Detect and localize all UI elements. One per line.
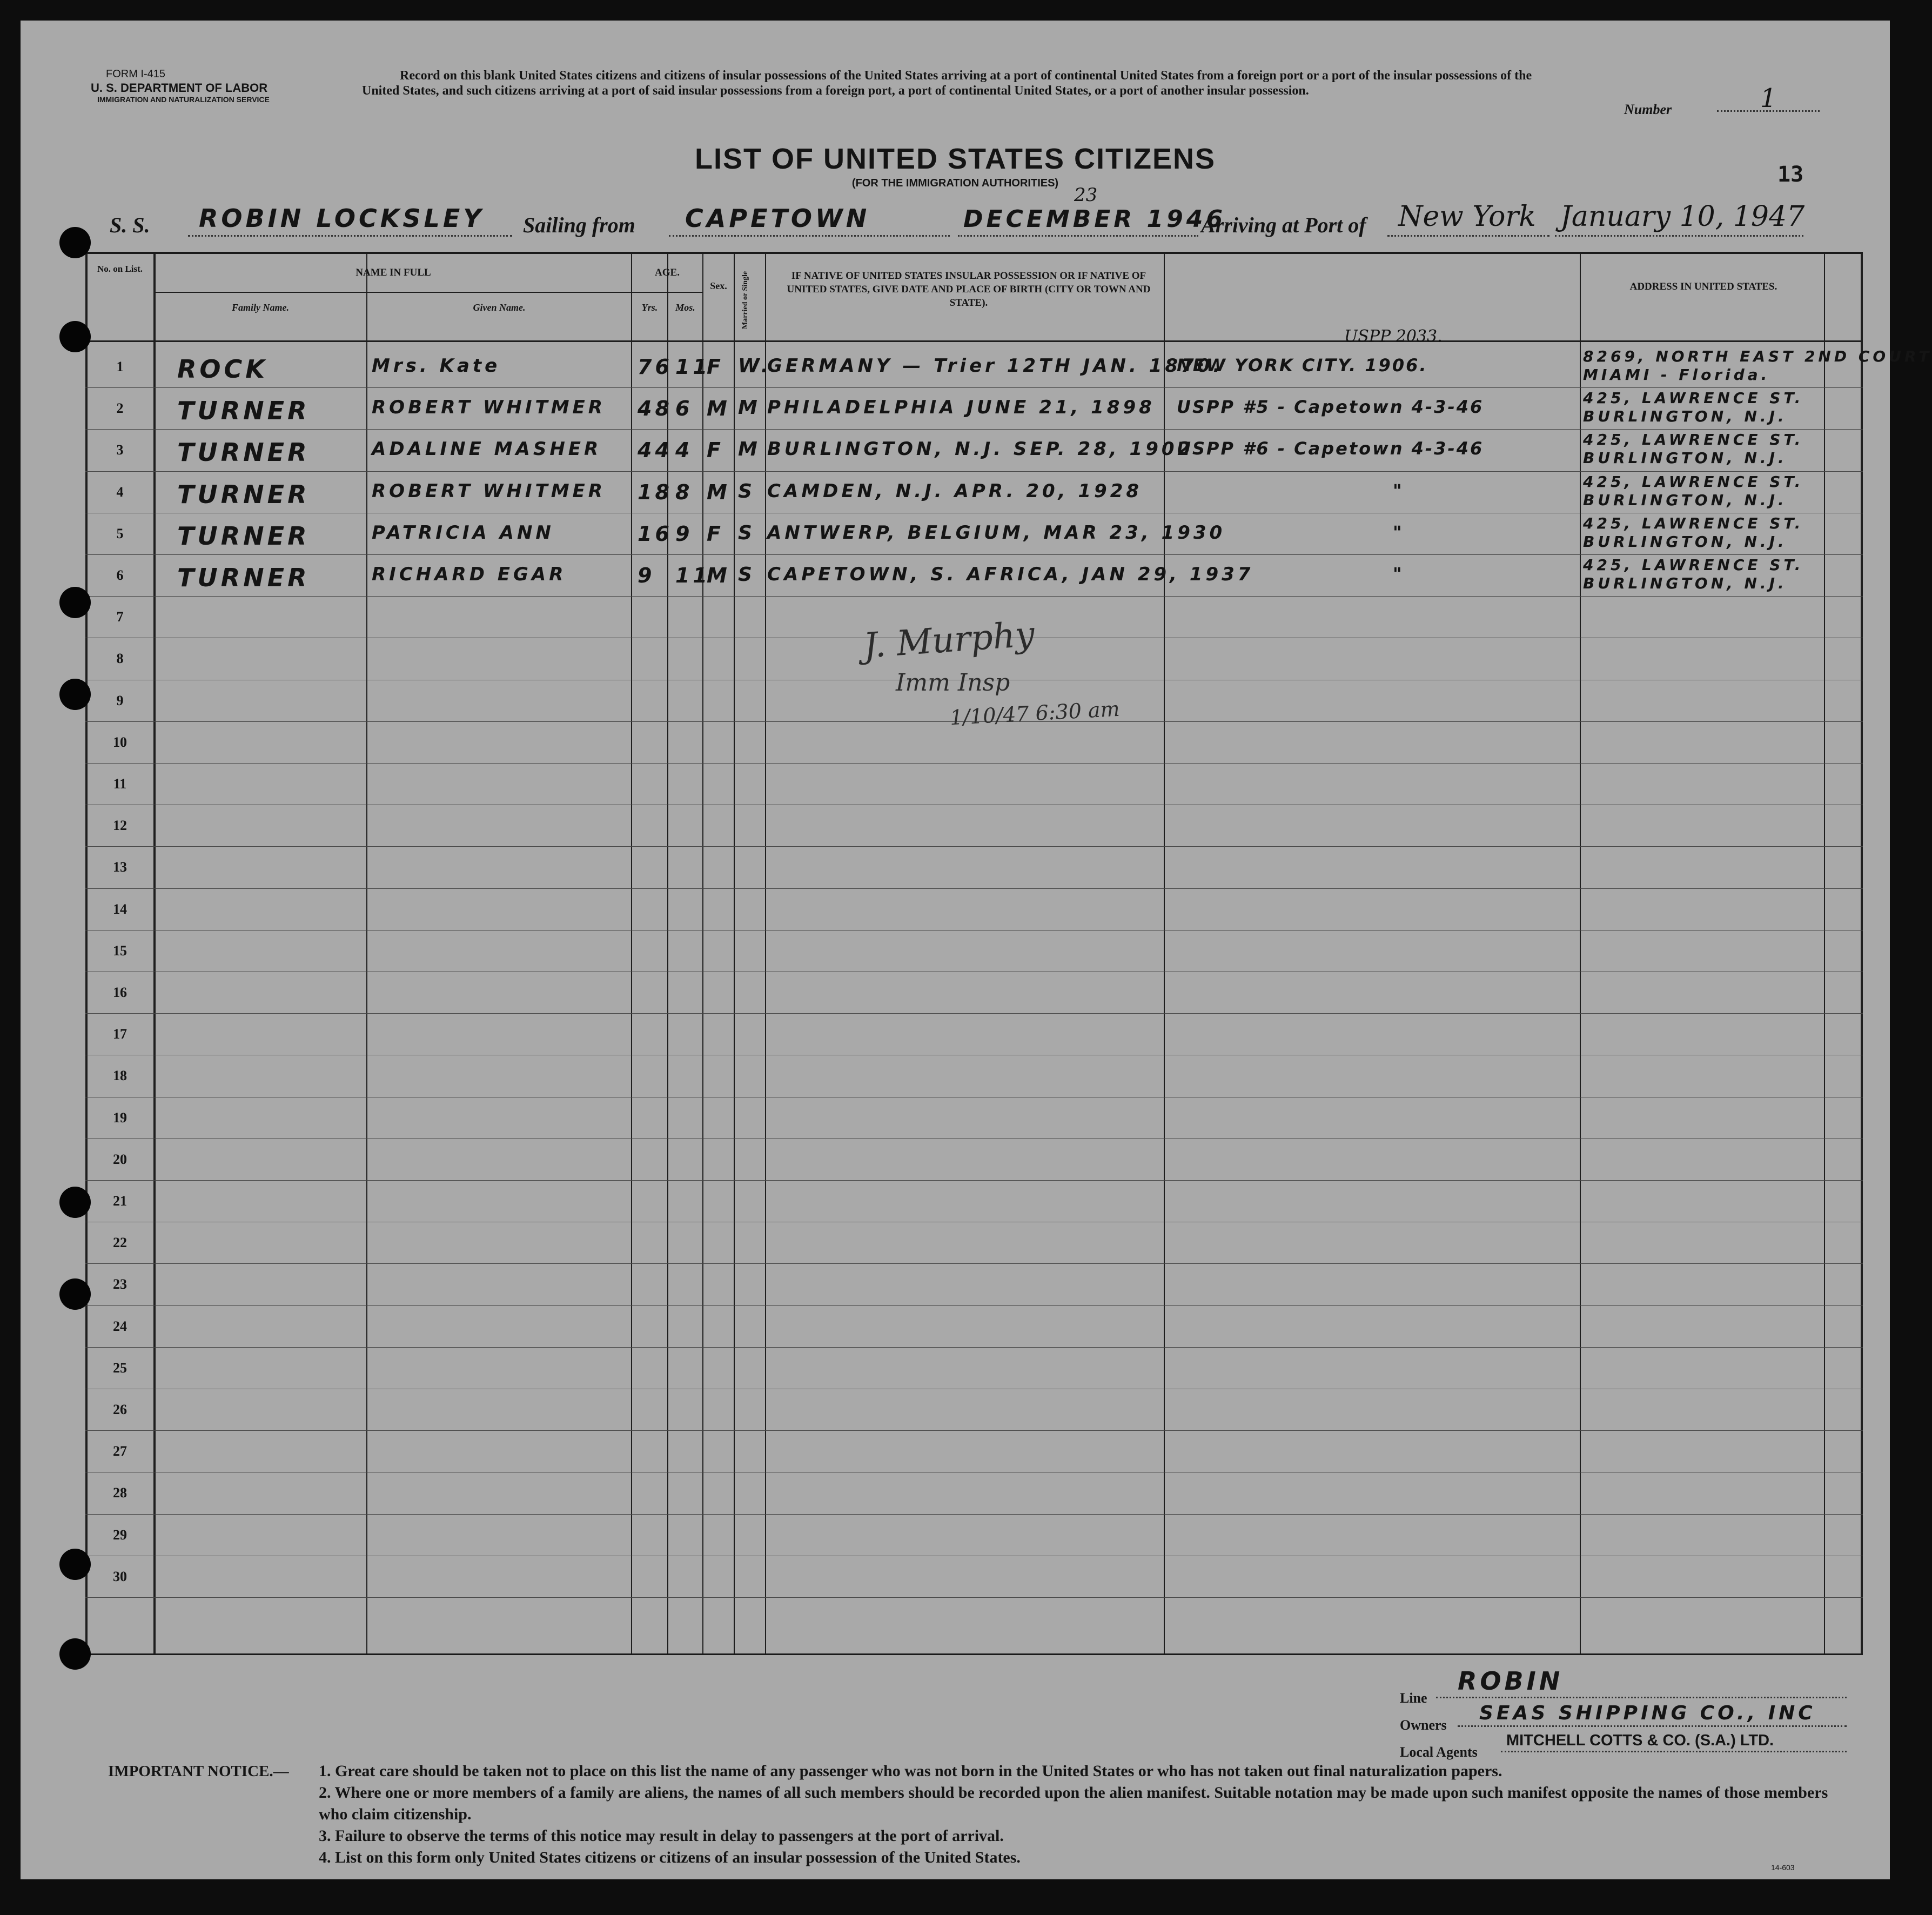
owners-value: SEAS SHIPPING CO., INC (1479, 1702, 1816, 1724)
given-name-cell: Mrs. Kate (372, 355, 501, 377)
address-line1-cell: 425, LAWRENCE ST. (1583, 431, 1804, 449)
row-number: 24 (113, 1318, 127, 1334)
sex-cell: F (707, 355, 724, 379)
row-rule (85, 1514, 1863, 1515)
age-months-cell: 4 (675, 438, 693, 463)
row-number: 23 (113, 1276, 127, 1293)
sex-cell: M (707, 564, 730, 587)
address-line2-cell: MIAMI - Florida. (1583, 366, 1770, 384)
sailing-date: DECEMBER 1946 (963, 205, 1226, 233)
naturalization-cell: " (1393, 521, 1404, 543)
service-name: IMMIGRATION AND NATURALIZATION SERVICE (97, 95, 270, 104)
given-name-cell: PATRICIA ANN (372, 521, 554, 544)
header-years: Yrs. (641, 302, 658, 313)
column-rule (1824, 254, 1825, 1653)
row-number: 2 (116, 400, 124, 417)
punch-hole (59, 1549, 91, 1580)
row-number: 16 (113, 985, 127, 1000)
address-line1-cell: 425, LAWRENCE ST. (1583, 389, 1804, 407)
given-name-cell: ADALINE MASHER (372, 438, 602, 460)
owners-field (1458, 1704, 1847, 1727)
naturalization-cell: " (1393, 564, 1404, 584)
age-years-cell: 16 (638, 521, 673, 546)
marital-status-cell: W. (738, 355, 772, 377)
age-years-cell: 48 (638, 397, 673, 421)
row-number: 5 (116, 525, 124, 541)
agents-field (1501, 1729, 1847, 1752)
address-line2-cell: BURLINGTON, N.J. (1583, 491, 1787, 509)
row-rule (85, 1597, 1863, 1598)
row-rule (85, 596, 1863, 597)
sex-cell: F (707, 521, 724, 546)
agents-value: MITCHELL COTTS & CO. (S.A.) LTD. (1506, 1732, 1774, 1749)
header-name-in-full: NAME IN FULL (355, 267, 431, 278)
ship-name: ROBIN LOCKSLEY (199, 204, 485, 233)
column-rule (366, 254, 367, 1653)
row-number: 9 (116, 692, 124, 708)
age-years-cell: 44 (638, 438, 673, 463)
header-birth: IF NATIVE OF UNITED STATES INSULAR POSSESSION OR IF NATIVE OF UNITED STATES, GIVE DATE AND PLACE OF BIRTH (CITY OR TOWN AND STATE). (787, 270, 1151, 309)
row-rule (85, 763, 1863, 764)
inspector-title: Imm Insp (896, 669, 1010, 697)
family-name-cell: TURNER (177, 438, 310, 467)
sex-cell: M (707, 397, 730, 421)
arrival-date: January 10, 1947 (1560, 200, 1805, 233)
birthplace-cell: PHILADELPHIA JUNE 21, 1898 (767, 397, 1155, 419)
sailing-label: Sailing from (523, 213, 635, 237)
age-years-cell: 9 (638, 564, 655, 587)
birthplace-cell: CAPETOWN, S. AFRICA, JAN 29, 1937 (767, 564, 1254, 585)
arrival-port-field (1387, 202, 1549, 237)
age-months-cell: 11 (675, 564, 710, 587)
row-number: 28 (113, 1485, 127, 1501)
age-months-cell: 8 (675, 480, 693, 504)
arrival-port: New York (1398, 200, 1536, 233)
address-line2-cell: BURLINGTON, N.J. (1583, 407, 1787, 426)
sailing-port: CAPETOWN (685, 204, 870, 233)
marital-status-cell: S (738, 521, 755, 544)
line-field (1436, 1666, 1847, 1698)
naturalization-note-cell: USPP 2033. (1344, 327, 1443, 346)
row-number: 19 (113, 1109, 127, 1126)
row-rule (85, 1263, 1863, 1264)
address-line1-cell: 8269, NORTH EAST 2ND COURT (1583, 347, 1932, 365)
naturalization-cell: USPP #6 - Capetown 4-3-46 (1177, 438, 1484, 459)
column-rule (734, 254, 735, 1653)
row-rule (85, 888, 1863, 889)
sex-cell: F (707, 438, 724, 463)
column-rule (1580, 254, 1581, 1653)
row-number: 29 (113, 1526, 127, 1543)
given-name-cell: ROBERT WHITMER (372, 480, 606, 502)
punch-hole (59, 1187, 91, 1218)
form-title: LIST OF UNITED STATES CITIZENS (695, 143, 1216, 175)
marital-status-cell: M (738, 397, 761, 419)
birthplace-cell: GERMANY — Trier 12TH JAN. 1870. (767, 355, 1224, 377)
notice-item-2: 2. Where one or more members of a family are aliens, the names of all such members should be recorded upon the alien manifest. Suitable notation may be made upon such manifest opposite the names of those members who claim citizenship. (319, 1784, 1828, 1823)
family-name-cell: TURNER (177, 396, 310, 426)
manifest-sheet (21, 21, 1932, 1879)
agents-label: Local Agents (1400, 1744, 1478, 1760)
header-rule (85, 340, 1863, 342)
row-rule (85, 1013, 1863, 1014)
header-family-name: Family Name. (232, 302, 289, 313)
notice-title: IMPORTANT NOTICE.— (108, 1763, 289, 1780)
punch-hole (59, 587, 91, 618)
row-number: 12 (113, 818, 127, 834)
form-id (102, 68, 165, 80)
family-name-cell: TURNER (177, 479, 310, 509)
row-number: 15 (113, 942, 127, 959)
sailing-port-field (669, 202, 950, 237)
column-rule (765, 254, 766, 1653)
row-rule (85, 554, 1863, 555)
age-months-cell: 9 (675, 521, 693, 546)
header-given-name: Given Name. (473, 302, 526, 313)
given-name-cell: RICHARD EGAR (372, 564, 567, 585)
row-number: 30 (113, 1568, 127, 1584)
inspector-signature: J. Murphy (862, 614, 1036, 666)
row-number: 1 (116, 359, 124, 374)
row-number: 11 (113, 776, 127, 792)
address-line1-cell: 425, LAWRENCE ST. (1583, 556, 1804, 574)
row-number: 26 (113, 1402, 127, 1417)
age-years-cell: 18 (638, 480, 673, 504)
naturalization-cell: USPP #5 - Capetown 4-3-46 (1177, 397, 1484, 418)
marital-status-cell: M (738, 438, 761, 461)
age-years-cell: 76 (638, 355, 673, 379)
voyage-line (21, 184, 1890, 245)
row-number: 17 (113, 1026, 127, 1042)
ship-name-field (188, 202, 512, 237)
header-rule (155, 292, 632, 293)
marital-status-cell: S (738, 480, 755, 503)
row-rule (85, 846, 1863, 847)
birthplace-cell: ANTWERP, BELGIUM, MAR 23, 1930 (767, 521, 1226, 544)
row-number: 10 (113, 734, 127, 750)
notice-item-3: 3. Failure to observe the terms of this notice may result in delay to passengers at the port of arrival. (319, 1827, 1004, 1845)
form-subtitle: (FOR THE IMMIGRATION AUTHORITIES) (851, 177, 1059, 189)
punch-hole (59, 321, 91, 352)
department-name: U. S. DEPARTMENT OF LABOR (91, 81, 268, 95)
family-name-cell: TURNER (177, 563, 310, 592)
column-rule (1164, 254, 1165, 1653)
line-value: ROBIN (1458, 1666, 1564, 1696)
row-number: 4 (116, 484, 124, 500)
punch-hole (59, 1278, 91, 1310)
header-sex: Sex. (710, 280, 727, 291)
row-rule (85, 1430, 1863, 1431)
header-address: ADDRESS IN UNITED STATES. (1629, 281, 1777, 292)
row-rule (85, 1305, 1863, 1306)
marital-status-cell: S (738, 564, 755, 586)
row-number: 7 (116, 609, 124, 625)
form-code: 14-603 (1771, 1863, 1795, 1872)
row-number: 27 (113, 1443, 127, 1459)
header-rule (632, 292, 702, 293)
row-number: 8 (116, 651, 124, 667)
column-rule (1861, 254, 1863, 1653)
column-rule (631, 254, 632, 1653)
naturalization-cell: NEW YORK CITY. 1906. (1177, 355, 1428, 376)
notice-item-4: 4. List on this form only United States citizens or citizens of an insular possession of the United States. (319, 1849, 1021, 1866)
punch-hole (59, 227, 91, 258)
corner-mark: 13 (1777, 162, 1804, 187)
arrival-date-field (1555, 202, 1803, 237)
age-months-cell: 6 (675, 397, 693, 421)
form-number: FORM I-415 (106, 68, 166, 80)
address-line1-cell: 425, LAWRENCE ST. (1583, 472, 1804, 491)
family-name-cell: ROCK (177, 354, 268, 384)
birthplace-cell: BURLINGTON, N.J. SEP. 28, 1902 (767, 438, 1194, 460)
row-rule (85, 387, 1863, 388)
row-number: 6 (116, 567, 124, 583)
notice-item-1: 1. Great care should be taken not to place on this list the name of any passenger who was not born in the United States or who has not taken out final naturalization papers. (319, 1762, 1502, 1780)
address-line2-cell: BURLINGTON, N.J. (1583, 532, 1787, 551)
row-number: 20 (113, 1151, 127, 1167)
family-name-cell: TURNER (177, 521, 310, 551)
header-married-single: Married or Single (741, 271, 749, 329)
row-number: 22 (113, 1235, 127, 1251)
number-value: 1 (1717, 83, 1820, 112)
inspection-datetime: 1/10/47 6:30 am (949, 697, 1121, 730)
row-number: 21 (113, 1193, 127, 1209)
arriving-label: Arriving at Port of (1201, 213, 1366, 237)
birthplace-cell: CAMDEN, N.J. APR. 20, 1928 (767, 480, 1143, 502)
ss-label: S. S. (110, 213, 150, 237)
row-rule (85, 1347, 1863, 1348)
row-rule (85, 429, 1863, 430)
row-number: 14 (113, 901, 127, 917)
address-line2-cell: BURLINGTON, N.J. (1583, 449, 1787, 467)
column-rule (667, 254, 668, 1653)
row-rule (85, 471, 1863, 472)
header-no-on-list: No. on List. (97, 264, 143, 274)
given-name-cell: ROBERT WHITMER (372, 397, 606, 419)
line-label: Line (1400, 1690, 1427, 1706)
header-age: AGE. (655, 267, 680, 278)
number-label: Number (1624, 102, 1672, 117)
sailing-date-field (958, 202, 1226, 237)
address-line1-cell: 425, LAWRENCE ST. (1583, 514, 1804, 532)
passenger-table (85, 252, 1932, 1655)
row-number: 3 (116, 442, 124, 458)
row-number: 13 (113, 859, 127, 875)
age-months-cell: 11 (675, 355, 710, 379)
punch-hole (59, 679, 91, 710)
row-number: 25 (113, 1360, 127, 1376)
column-rule (702, 254, 703, 1653)
record-instructions: Record on this blank United States citizens and citizens of insular possessions of the United States arriving at a port of continental United States from a foreign port or a port of the insular possessions of the United States, and such citizens arriving at a port of said insular possessions from a foreign port, a port of continental United States, or a port of another insular possession. (362, 69, 1532, 98)
punch-hole (59, 1638, 91, 1670)
naturalization-cell: " (1393, 480, 1404, 501)
address-line2-cell: BURLINGTON, N.J. (1583, 574, 1787, 592)
row-rule (85, 1180, 1863, 1181)
owners-label: Owners (1400, 1717, 1447, 1733)
header-months: Mos. (675, 302, 695, 313)
sex-cell: M (707, 480, 730, 504)
row-number: 18 (113, 1068, 127, 1084)
sailing-day: 23 (1074, 184, 1098, 206)
